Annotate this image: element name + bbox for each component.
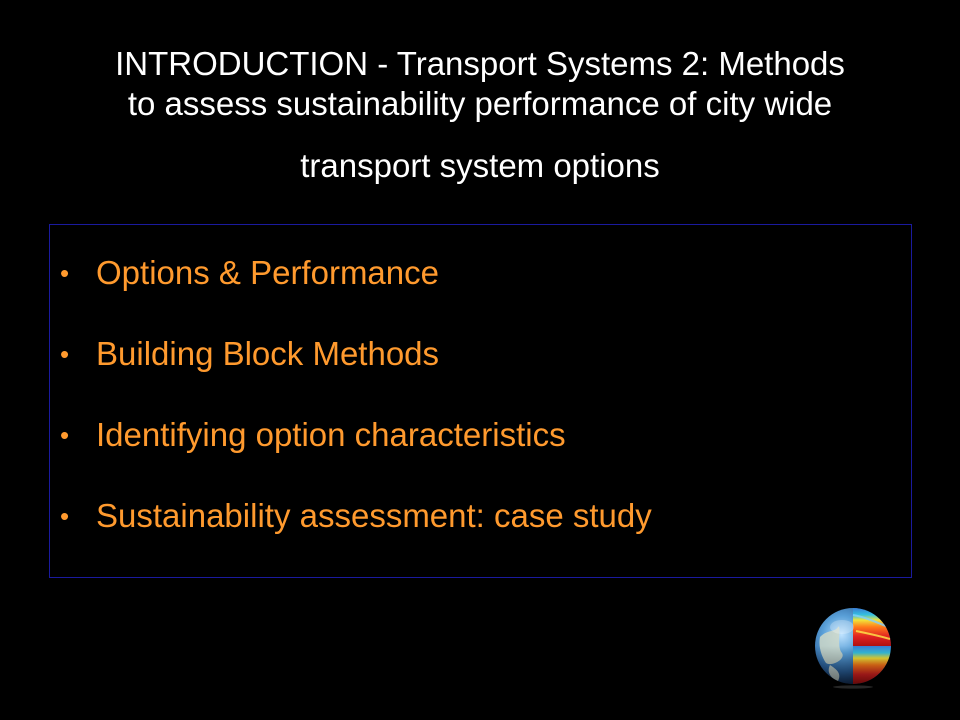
bullet-dot: • <box>60 339 70 369</box>
bullet-item <box>50 494 911 575</box>
globe-cutaway-icon <box>812 607 894 689</box>
content-box <box>49 224 912 578</box>
bullet-text-building-block-methods: Building Block Methods <box>96 335 440 372</box>
bullet-dot: • <box>60 420 70 450</box>
bullet-dot: • <box>60 501 70 531</box>
title-line-2: to assess sustainability performance of city wide <box>127 85 833 122</box>
title-line-3: transport system options <box>300 147 660 184</box>
bullet-text-options-performance: Options & Performance <box>96 254 439 291</box>
bullet-list <box>50 251 911 575</box>
bullet-item <box>50 251 911 332</box>
bullet-item <box>50 413 911 494</box>
bullet-item <box>50 332 911 413</box>
bullet-text-sustainability-assessment: Sustainability assessment: case study <box>96 497 652 534</box>
bullet-text-identifying-option-characteristics: Identifying option characteristics <box>96 416 566 453</box>
title-line-1: INTRODUCTION - Transport Systems 2: Methods <box>115 45 845 82</box>
slide-title <box>40 44 920 186</box>
bullet-dot: • <box>60 258 70 288</box>
